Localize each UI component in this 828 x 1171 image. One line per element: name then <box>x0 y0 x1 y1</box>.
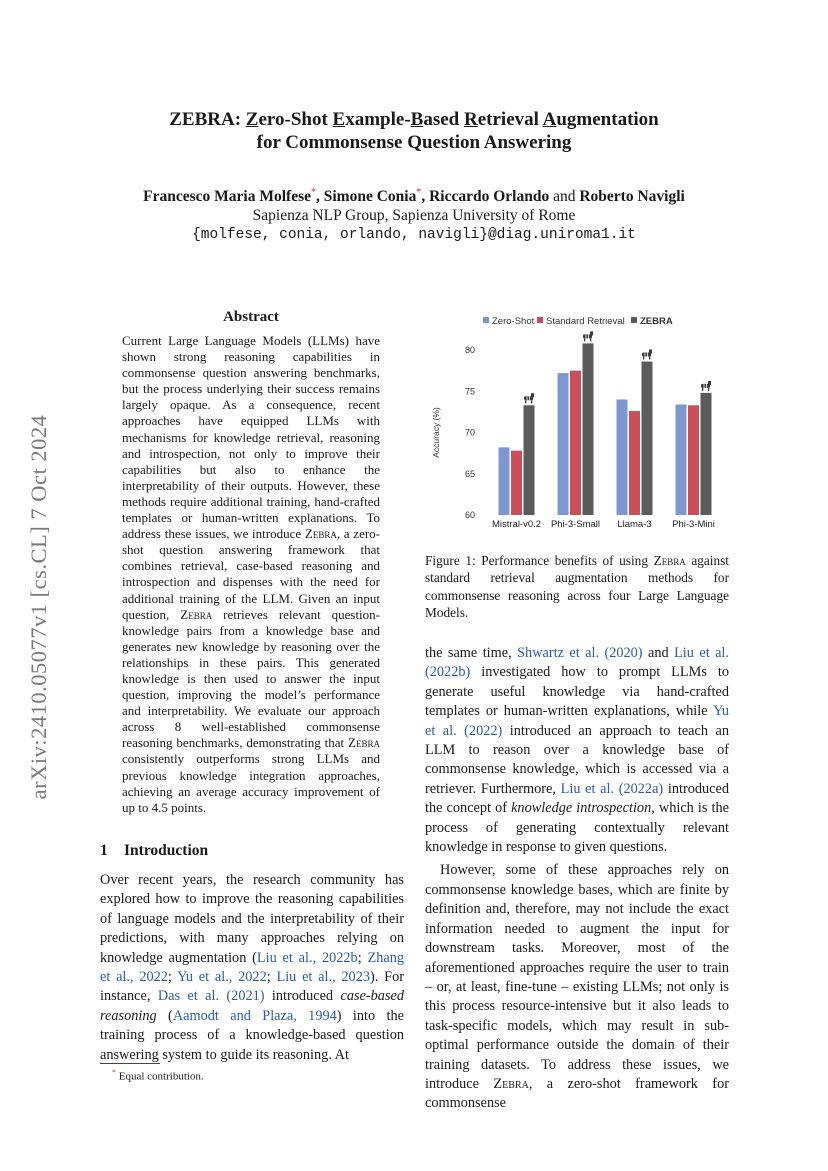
citation-link[interactable]: Shwartz et al. (2020) <box>517 645 643 661</box>
bar-zero-shot <box>676 404 687 515</box>
body-text: , a zero-shot framework for commonsense <box>425 1075 729 1112</box>
body-text: ) into the training process of a knowledge-based question answering system to guide its reasoning. At <box>100 1007 404 1063</box>
system-name: Zebra <box>348 735 380 751</box>
zebra-icon <box>701 381 711 391</box>
bar-zebra <box>701 393 712 515</box>
legend-label: Zero-Shot <box>492 316 535 327</box>
figure-1-caption <box>425 552 729 621</box>
citation-link[interactable]: Zhang et al., 2022 <box>100 949 404 986</box>
abstract-text: , a zero-shot question answering framework that combines retrieval, case-based reasoning and introspection and dispenses with the need for additional training of the LLM. Given an input question, <box>122 526 380 622</box>
section-title: Introduction <box>124 842 209 859</box>
body-text: the same time, <box>425 645 518 661</box>
y-tick-label: 80 <box>464 345 475 355</box>
abstract-text: Current Large Language Models (LLMs) have shown strong reasoning capabilities in commonsense question answering benchmarks, but the process underlying their success remains largely opaque. As a consequence, recent approaches have equipped LLMs with mechanisms for knowledge retrieval, reasoning and introspection, not only to improve their capabilities but also to enhance the interpretability of their outputs. However, these methods require additional training, hand-crafted templates or human-written explanations. To address these issues, we introduce <box>122 333 380 542</box>
citation-link[interactable]: Liu et al., 2022b <box>256 949 358 966</box>
footnote-rule <box>100 1063 160 1064</box>
y-tick-label: 70 <box>464 427 475 438</box>
system-name: Zebra <box>653 553 686 568</box>
x-category-label: Phi-3-Mini <box>672 519 715 530</box>
title-word: ased <box>423 109 464 130</box>
footnote-mark: * <box>112 1068 116 1077</box>
bar-zero-shot <box>499 447 510 515</box>
paper-title-line-2: for Commonsense Question Answering <box>256 132 572 153</box>
separator: , <box>421 188 430 206</box>
footnote-text: Equal contribution. <box>116 1070 204 1083</box>
citation-link[interactable]: Das et al. (2021) <box>157 988 265 1005</box>
separator: ; <box>266 969 277 986</box>
section-number: 1 <box>100 842 108 859</box>
bar-zebra <box>642 362 653 515</box>
body-text: Over recent years, the research community has explored how to improve the reasoning capabilities of language models and the interpretability of their predictions, with many approaches relying on knowledge augmentation ( <box>100 872 404 966</box>
emphasis: case-based reasoning <box>100 988 404 1024</box>
title-prefix: ZEBRA: <box>169 109 246 130</box>
abstract-body <box>122 333 380 816</box>
footnote <box>112 1068 204 1083</box>
paper-title-line-1 <box>0 108 828 131</box>
separator: ; <box>357 949 368 966</box>
abstract-text: retrieves relevant question-knowledge pairs from a knowledge base and generates new knowledge by reasoning over the relationships in these pairs. This generated knowledge is then used to answer the input question, improving the model’s performance and interpretability. We evaluate our approach across 8 well-established commonsense reasoning benchmarks, demonstrating that <box>122 606 380 751</box>
title-letter: R <box>464 109 478 130</box>
legend-swatch <box>537 317 543 323</box>
caption-text: Figure 1: Performance benefits of using <box>425 553 654 568</box>
title-word: etrieval <box>477 109 543 130</box>
bar-zebra <box>524 405 535 515</box>
system-name: Zebra <box>493 1075 529 1092</box>
abstract-text: consistently outperforms strong LLMs and previous knowledge integration approaches, achieving an average accuracy improvement of up to 4.5 points. <box>122 751 380 815</box>
body-text: , which is the process of generating contextually relevant knowledge in response to given questions. <box>425 800 729 856</box>
zebra-icon <box>524 393 534 403</box>
zebra-icon <box>583 331 593 341</box>
legend-swatch <box>483 317 489 323</box>
author-name: Francesco Maria Molfese <box>143 188 311 206</box>
title-letter: B <box>410 109 424 130</box>
author-name: Roberto Navigli <box>579 188 685 206</box>
x-category-label: Llama-3 <box>617 519 652 530</box>
title-word: xample- <box>345 109 411 130</box>
body-text: introduced the concept of <box>425 780 730 817</box>
author-emails: {molfese, conia, orlando, navigli}@diag.uniroma1.it <box>192 227 636 243</box>
citation-link[interactable]: Liu et al., 2023 <box>276 969 371 986</box>
y-tick-label: 60 <box>464 510 475 520</box>
x-category-label: Mistral-v0.2 <box>491 519 542 530</box>
equal-contribution-mark: * <box>416 187 422 198</box>
author-conjunction: and <box>553 188 576 206</box>
separator: , <box>316 188 324 206</box>
legend-swatch <box>631 317 637 323</box>
y-axis-label: Accuracy (%) <box>431 407 441 458</box>
body-paragraph <box>425 861 729 1113</box>
y-tick-label: 65 <box>464 468 475 479</box>
chart-y-axis <box>431 345 475 520</box>
author-name: Simone Conia <box>323 188 417 206</box>
title-letter: Z <box>245 109 259 130</box>
bar-zero-shot <box>558 373 569 515</box>
y-tick-label: 75 <box>464 386 475 397</box>
chart-bars <box>499 331 712 515</box>
title-letter: E <box>332 109 346 130</box>
title-word: ugmentation <box>556 109 659 130</box>
title-letter: A <box>542 109 557 130</box>
abstract-heading: Abstract <box>223 309 279 325</box>
x-category-label: Phi-3-Small <box>550 519 601 530</box>
arxiv-stamp <box>22 375 56 840</box>
body-text: investigated how to prompt LLMs to generate useful knowledge via hand-crafted templates or human-written explanations, while <box>425 664 729 720</box>
body-text: ( <box>156 1007 173 1024</box>
right-column-body <box>425 644 729 1114</box>
body-text: However, some of these approaches rely on commonsense knowledge bases, which are finite by definition and, therefore, may not include the exact information needed to augment the input for downstream tasks. Moreover, most of the aforementioned approaches require the user to train – or, at least, fine-tune – existing LLMs; not only is this process resource-intensive but it also leads to task-specific models, which may result in sub-optimal performance outside the domain of their training datasets. To address these issues, we introduce <box>425 862 729 1092</box>
zebra-icon <box>642 350 652 360</box>
legend-label: ZEBRA <box>640 316 673 327</box>
body-paragraph <box>425 644 729 857</box>
body-text: introduced an approach to teach an LLM to reason over a knowledge base of commonsense knowledge, which is accessed via a retriever. Furthermore, <box>425 722 729 797</box>
chart-x-axis <box>492 519 715 530</box>
system-name: Zebra <box>180 606 213 622</box>
separator: ; <box>167 969 178 986</box>
author-list <box>0 187 828 206</box>
bar-standard-retrieval <box>629 411 640 515</box>
legend-label: Standard Retrieval <box>546 316 625 327</box>
citation-link[interactable]: Yu et al., 2022 <box>177 969 267 986</box>
citation-link[interactable]: Liu et al. (2022a) <box>560 780 664 797</box>
emphasis: knowledge introspection <box>511 800 652 817</box>
citation-link[interactable]: Yu et al. (2022) <box>425 703 729 739</box>
section-heading-introduction <box>100 842 208 860</box>
arxiv-stamp-text: arXiv:2410.05077v1 [cs.CL] 7 Oct 2024 <box>26 414 51 800</box>
chart-legend <box>483 316 673 327</box>
title-word: ero-Shot <box>258 109 333 130</box>
bar-standard-retrieval <box>511 451 522 515</box>
citation-link[interactable]: Aamodt and Plaza, 1994 <box>172 1007 337 1024</box>
bar-zero-shot <box>617 400 628 516</box>
caption-text: against standard retrieval augmentation methods for commonsense reasoning across four Large Language Models. <box>425 553 729 620</box>
body-text: introduced <box>264 988 341 1005</box>
body-text: and <box>642 645 675 661</box>
citation-link[interactable]: Liu et al. (2022b) <box>425 645 729 681</box>
figure-1-bar-chart <box>425 305 730 535</box>
equal-contribution-mark: * <box>311 187 316 198</box>
introduction-paragraph <box>100 871 404 1065</box>
bar-standard-retrieval <box>570 371 581 515</box>
system-name: Zebra <box>304 526 337 542</box>
bar-standard-retrieval <box>688 405 699 515</box>
author-name: Riccardo Orlando <box>429 188 550 206</box>
bar-zebra <box>583 343 594 515</box>
affiliation: Sapienza NLP Group, Sapienza University of Rome <box>252 207 576 224</box>
body-text: ). For instance, <box>100 969 404 1005</box>
